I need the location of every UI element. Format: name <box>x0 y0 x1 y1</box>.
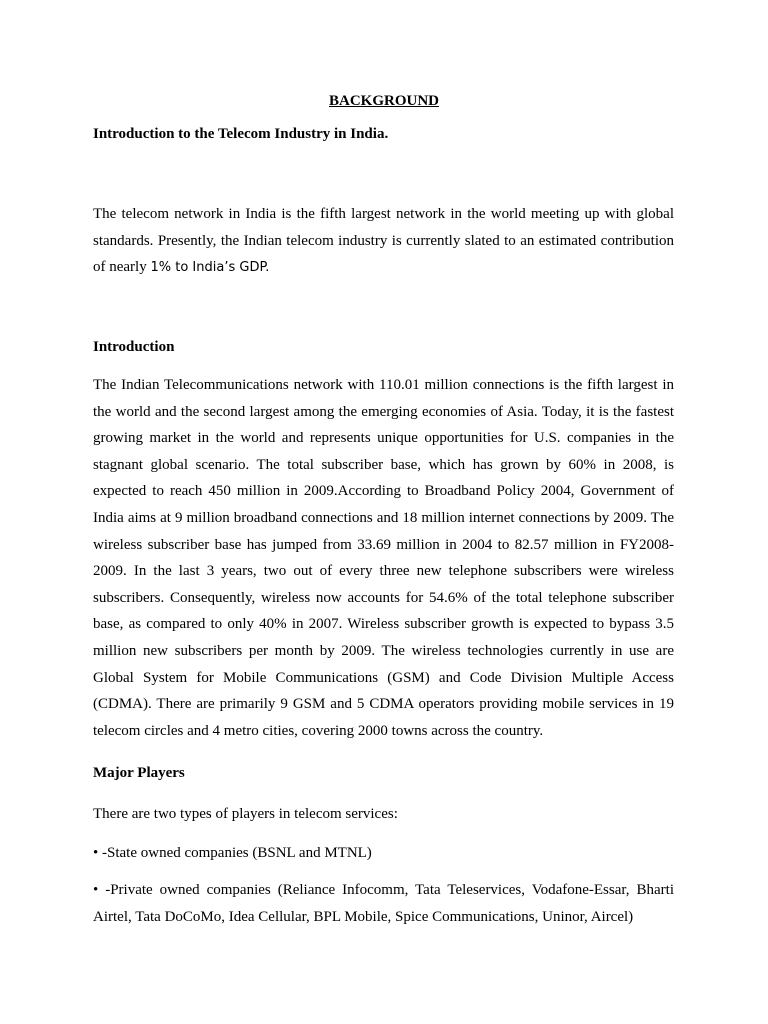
major-players-heading: Major Players <box>93 765 185 781</box>
introduction-heading: Introduction <box>93 339 175 355</box>
intro-paragraph-main: The telecom network in India is the fifth largest network in the world meeting up with global standards. Presently, the Indian telecom industry is currently slated to an estimated contribution of nearly <box>93 206 674 276</box>
intro-paragraph <box>93 201 674 282</box>
bullet-item-private-owned: • -Private owned companies (Reliance Infocomm, Tata Teleservices, Vodafone-Essar, Bharti Airtel, Tata DoCoMo, Idea Cellular, BPL Mobile, Spice Communications, Uninor, Aircel) <box>93 882 674 925</box>
bullet-item-state-owned: • -State owned companies (BSNL and MTNL) <box>93 845 372 861</box>
page-subtitle: Introduction to the Telecom Industry in India. <box>93 126 389 142</box>
page-heading: BACKGROUND <box>328 93 439 109</box>
introduction-paragraph: The Indian Telecommunications network with 110.01 million connections is the fifth largest in the world and the second largest among the emerging economies of Asia. Today, it is the fastest growing market in the world and represents unique opportunities for U.S. companies in the stagnant global scenario. The total subscriber base, which has grown by 60% in 2008, is expected to reach 450 million in 2009.According to Broadband Policy 2004, Government of India aims at 9 million broadband connections and 18 million internet connections by 2009. The wireless subscriber base has jumped from 33.69 million in 2004 to 82.57 million in FY2008-2009. In the last 3 years, two out of every three new telephone subscribers were wireless subscribers. Consequently, wireless now accounts for 54.6% of the total telephone subscriber base, as compared to only 40% in 2007. Wireless subscriber growth is expected to bypass 3.5 million new subscribers per month by 2009. The wireless technologies currently in use are Global System for Mobile Communications (GSM) and Code Division Multiple Access (CDMA). There are primarily 9 GSM and 5 CDMA operators providing mobile services in 19 telecom circles and 4 metro cities, covering 2000 towns across the country. <box>93 377 674 739</box>
players-intro: There are two types of players in telecom services: <box>93 806 398 822</box>
intro-paragraph-tail: 1% to India’s GDP. <box>150 260 270 276</box>
